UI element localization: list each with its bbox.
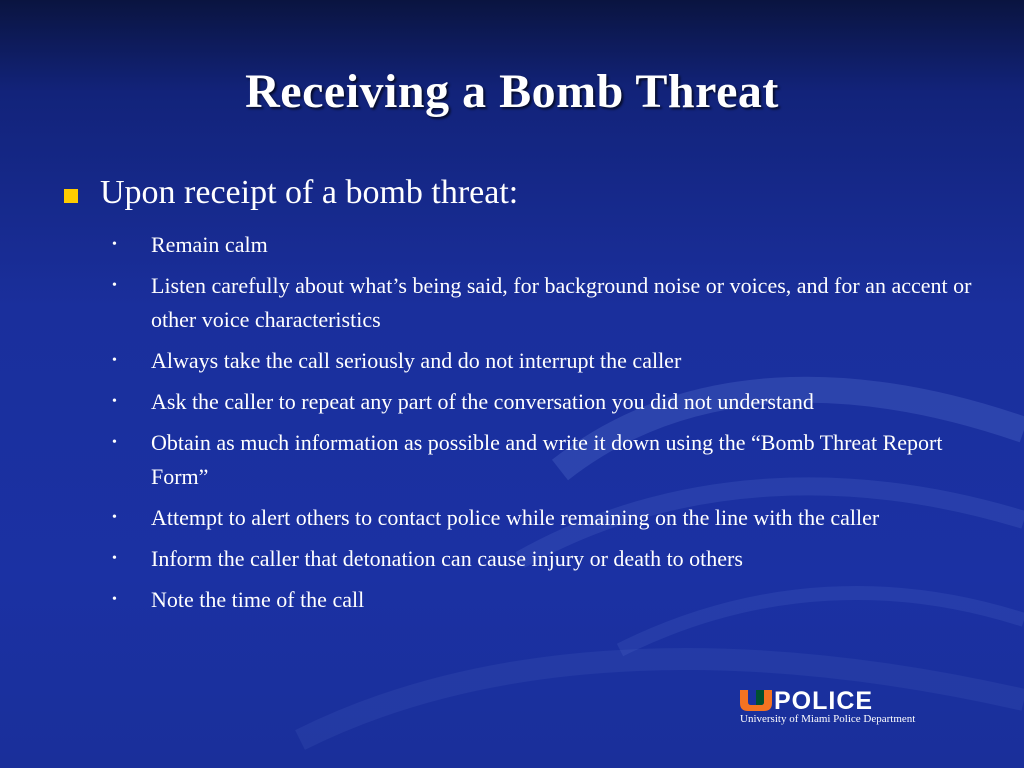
u-logo-icon [739,690,773,711]
dot-bullet-icon: • [112,435,117,450]
list-item [112,385,972,419]
main-bullet-text: Upon receipt of a bomb threat: [100,174,519,211]
dot-bullet-icon: • [112,237,117,252]
list-item [112,501,972,535]
list-item [112,228,972,262]
upolice-logo [739,687,959,730]
sub-bullet-text: Ask the caller to repeat any part of the conversation you did not understand [151,389,814,414]
slide-title: Receiving a Bomb Threat [245,65,779,118]
sub-bullet-list [112,228,972,624]
logo-mark-row [739,687,874,715]
sub-bullet-text: Listen carefully about what’s being said, for background noise or voices, and for an accent or other voice characteristics [151,273,972,332]
sub-bullet-text: Attempt to alert others to contact police while remaining on the line with the caller [151,505,880,530]
list-item [112,542,972,576]
dot-bullet-icon: • [112,278,117,293]
list-item [112,344,972,378]
logo-subtitle: University of Miami Police Department [740,713,916,725]
list-item [112,583,972,617]
list-item [112,269,972,337]
sub-bullet-text: Obtain as much information as possible and write it down using the “Bomb Threat Report Form” [151,430,943,489]
dot-bullet-icon: • [112,394,117,409]
main-bullet [64,174,964,218]
square-bullet-icon [64,189,78,203]
dot-bullet-icon: • [112,510,117,525]
dot-bullet-icon: • [112,592,117,607]
dot-bullet-icon: • [112,353,117,368]
dot-bullet-icon: • [112,551,117,566]
sub-bullet-text: Inform the caller that detonation can cause injury or death to others [151,546,743,571]
sub-bullet-text: Remain calm [151,232,268,257]
logo-word: POLICE [774,687,874,715]
list-item [112,426,972,494]
sub-bullet-text: Always take the call seriously and do not interrupt the caller [151,348,682,373]
sub-bullet-text: Note the time of the call [151,587,365,612]
